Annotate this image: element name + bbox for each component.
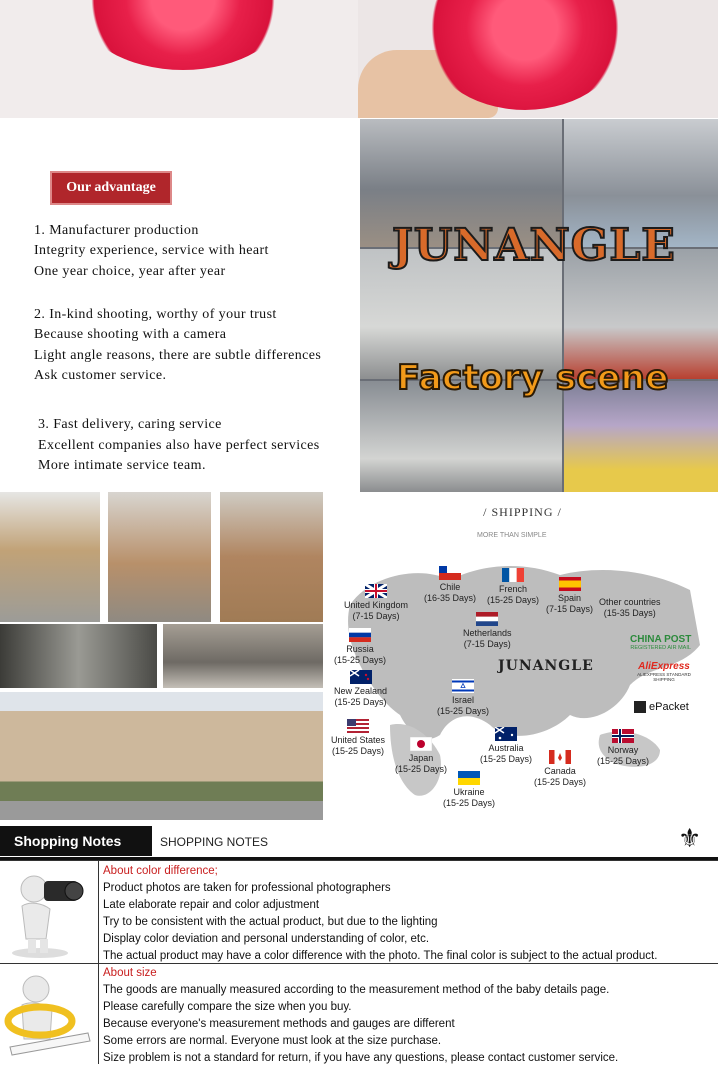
note-line: The goods are manually measured according to the measurement method of the baby details page. <box>103 984 610 996</box>
country-name: United Kingdom <box>344 600 409 610</box>
office-photo-meeting-room <box>163 624 323 688</box>
brand-logo-text: JUNANGLE <box>392 220 676 271</box>
advantage-line: One year choice, year after year <box>34 264 226 279</box>
factory-scene-caption: Factory scene <box>397 358 669 398</box>
epacket-label: ePacket <box>649 701 689 713</box>
country-days: (7-15 Days) <box>546 603 594 614</box>
israel-flag-icon <box>452 679 474 693</box>
tape-measure-figure-image <box>0 963 99 1064</box>
canada-flag-icon <box>549 750 571 764</box>
country-days: (7-15 Days) <box>463 638 511 649</box>
country-russia <box>334 628 386 665</box>
shopping-notes-subtitle: SHOPPING NOTES <box>160 835 269 849</box>
country-days: (7-15 Days) <box>352 610 400 621</box>
photographer-figure-image <box>0 861 99 963</box>
country-days: (15-35 Days) <box>603 607 656 618</box>
china-post-logo <box>630 634 691 651</box>
warehouse-photo-shelves <box>0 492 100 622</box>
country-days: (15-25 Days) <box>395 763 448 774</box>
country-name: Canada <box>544 766 576 776</box>
aliexpress-label: AliExpress <box>638 661 690 672</box>
advantage-line: Ask customer service. <box>34 368 167 383</box>
country-days: (15-25 Days) <box>334 654 387 665</box>
shopping-notes-table <box>0 860 718 1064</box>
country-name: Ukraine <box>453 787 485 797</box>
country-australia <box>480 727 532 764</box>
country-name: Spain <box>557 593 582 603</box>
country-other <box>599 597 661 618</box>
warehouse-photo-packing <box>108 492 211 622</box>
company-building-photo <box>0 692 323 820</box>
color-difference-row <box>0 861 718 964</box>
camera-figure-icon <box>0 861 98 963</box>
aliexpress-sub: ALIEXPRESS STANDARD SHIPPING <box>637 672 691 682</box>
country-name: New Zealand <box>334 686 388 696</box>
country-name: Chile <box>439 582 461 592</box>
china-post-sub: REGISTERED AIR MAIL <box>630 645 691 651</box>
country-name: Russia <box>346 644 374 654</box>
australia-flag-icon <box>495 727 517 741</box>
shipping-subtitle: MORE THAN SIMPLE <box>477 532 547 539</box>
country-new-zealand <box>334 670 387 707</box>
japan-flag-icon <box>410 737 432 751</box>
advantage-line: More intimate service team. <box>38 458 206 473</box>
russia-flag-icon <box>349 628 371 642</box>
country-days: (16-35 Days) <box>424 592 477 603</box>
chile-flag-icon <box>439 566 461 580</box>
office-photo-corridor <box>0 624 157 688</box>
size-row <box>0 963 718 1064</box>
country-norway <box>597 729 649 766</box>
epacket-icon <box>634 701 646 713</box>
country-days: (15-25 Days) <box>437 705 490 716</box>
note-line: Product photos are taken for professional photographers <box>103 882 391 894</box>
color-difference-text <box>103 863 657 965</box>
advantage-line: 3. Fast delivery, caring service <box>38 417 222 432</box>
note-line: The actual product may have a color difference with the photo. The final color is subject to the actual product. <box>103 950 658 962</box>
new-zealand-flag-icon <box>350 670 372 684</box>
note-line: Some errors are normal. Everyone must look at the size purchase. <box>103 1035 442 1047</box>
advantage-line: Light angle reasons, there are subtle differences <box>34 348 322 363</box>
country-name: United States <box>331 735 386 745</box>
country-netherlands <box>463 612 512 649</box>
size-text <box>103 965 618 1067</box>
advantage-line: Because shooting with a camera <box>34 327 227 342</box>
country-days: (15-25 Days) <box>480 753 533 764</box>
country-days: (15-25 Days) <box>332 745 385 756</box>
country-chile <box>424 566 476 603</box>
advantage-line: Integrity experience, service with heart <box>34 243 269 258</box>
country-name: Netherlands <box>463 628 512 638</box>
country-french <box>487 568 539 605</box>
size-heading: About size <box>103 967 157 979</box>
advantage-line: Excellent companies also have perfect services <box>38 438 320 453</box>
country-united-states <box>331 719 385 756</box>
norway-flag-icon <box>612 729 634 743</box>
epacket-logo <box>634 701 689 713</box>
advantage-badge: Our advantage <box>52 173 170 203</box>
country-name: Norway <box>607 745 639 755</box>
country-ukraine <box>443 771 495 808</box>
shipping-title: / SHIPPING / <box>483 505 562 519</box>
color-difference-heading: About color difference; <box>103 865 218 877</box>
spain-flag-icon <box>559 577 581 591</box>
country-spain <box>546 577 593 614</box>
factory-photo-collage <box>360 119 718 492</box>
pompom-photo-left <box>78 0 288 70</box>
tape-measure-figure-icon <box>0 963 98 1064</box>
warehouse-photo-boxes <box>220 492 323 622</box>
note-line: Please carefully compare the size when you buy. <box>103 1001 352 1013</box>
country-name: Israel <box>452 695 475 705</box>
note-line: Display color deviation and personal understanding of color, etc. <box>103 933 430 945</box>
note-line: Size problem is not a standard for return, if you have any questions, please contact customer service. <box>103 1052 619 1064</box>
advantage-line: 1. Manufacturer production <box>34 223 199 238</box>
china-post-label: CHINA POST <box>630 634 692 645</box>
country-name: Australia <box>488 743 524 753</box>
country-united-kingdom <box>344 584 408 621</box>
aliexpress-logo <box>634 661 694 682</box>
country-days: (15-25 Days) <box>487 594 540 605</box>
country-days: (15-25 Days) <box>443 797 496 808</box>
uk-flag-icon <box>365 584 387 598</box>
country-name: Japan <box>408 753 434 763</box>
netherlands-flag-icon <box>476 612 498 626</box>
advantage-line: 2. In-kind shooting, worthy of your trust <box>34 307 277 322</box>
usa-flag-icon <box>347 719 369 733</box>
note-line: Late elaborate repair and color adjustment <box>103 899 320 911</box>
note-line: Try to be consistent with the actual product, but due to the lighting <box>103 916 438 928</box>
note-line: Because everyone's measurement methods and gauges are different <box>103 1018 455 1030</box>
country-days: (15-25 Days) <box>334 696 387 707</box>
country-days: (15-25 Days) <box>597 755 650 766</box>
country-name: Other countries <box>599 597 661 607</box>
country-japan <box>395 737 447 774</box>
france-flag-icon <box>502 568 524 582</box>
shopping-notes-title: Shopping Notes <box>0 826 152 856</box>
country-days: (15-25 Days) <box>534 776 587 787</box>
map-brand-text: JUNANGLE <box>498 658 594 674</box>
country-name: French <box>499 584 528 594</box>
fleur-de-lis-icon: ⚜ <box>678 824 702 853</box>
country-israel <box>437 679 489 716</box>
ukraine-flag-icon <box>458 771 480 785</box>
country-canada <box>534 750 586 787</box>
